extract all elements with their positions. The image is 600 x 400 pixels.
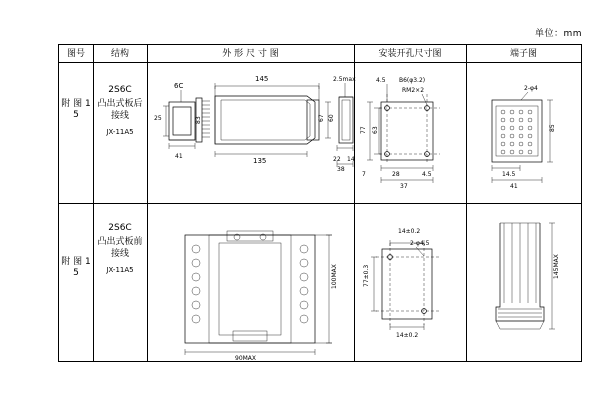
row2-outline-drawing <box>147 203 354 361</box>
svg-text:14±0.2: 14±0.2 <box>396 332 419 339</box>
svg-text:7: 7 <box>362 171 366 178</box>
svg-text:60: 60 <box>328 114 335 122</box>
spec-table <box>58 44 582 362</box>
svg-text:14±0.2: 14±0.2 <box>398 228 421 235</box>
header-cell-outline: 外 形 尺 寸 图 <box>222 49 279 59</box>
row2-structure-code: 2S6C <box>108 223 132 233</box>
svg-text:2-φ4: 2-φ4 <box>524 85 538 92</box>
svg-text:14.5: 14.5 <box>502 171 516 178</box>
svg-text:22: 22 <box>333 156 341 163</box>
svg-text:RM2×2: RM2×2 <box>402 87 425 94</box>
svg-text:2.5max: 2.5max <box>333 76 356 83</box>
svg-text:145: 145 <box>255 75 269 83</box>
svg-text:25: 25 <box>154 115 162 122</box>
row1-mounting-drawing <box>354 64 466 204</box>
svg-text:83: 83 <box>195 116 202 124</box>
row1-structure-sub: JX-11A5 <box>106 128 134 136</box>
row2-fig-no: 附 图 1 5 <box>61 257 91 278</box>
svg-text:135: 135 <box>253 157 267 165</box>
header-cell-structure: 结构 <box>110 49 129 59</box>
svg-text:37: 37 <box>400 183 408 190</box>
svg-text:100MAX: 100MAX <box>331 264 338 289</box>
svg-text:63: 63 <box>372 126 379 134</box>
svg-text:67: 67 <box>318 114 325 122</box>
row2-structure-sub: JX-11A5 <box>106 266 134 274</box>
svg-text:28: 28 <box>392 171 400 178</box>
svg-text:4.5: 4.5 <box>422 171 432 178</box>
row1-outline-drawing <box>147 64 354 204</box>
svg-text:77: 77 <box>360 126 367 134</box>
row1-structure-name: 凸出式板后接线 <box>97 99 143 121</box>
row1-terminal-drawing <box>466 64 581 204</box>
header-cell-mounting: 安装开孔尺寸图 <box>378 49 442 59</box>
header-cell-fig-no: 图号 <box>66 49 85 59</box>
row2-structure-name: 凸出式板前接线 <box>97 237 143 259</box>
row2-terminal-drawing <box>466 203 581 361</box>
svg-text:B6(φ3.2): B6(φ3.2) <box>399 77 426 84</box>
table-header <box>59 45 581 63</box>
svg-text:41: 41 <box>175 153 183 160</box>
svg-text:4.5: 4.5 <box>376 77 386 84</box>
row1-fig-no: 附 图 1 5 <box>61 99 91 120</box>
svg-text:41: 41 <box>510 183 518 190</box>
svg-text:145MAX: 145MAX <box>553 254 560 279</box>
svg-text:90MAX: 90MAX <box>235 355 257 362</box>
svg-text:38: 38 <box>337 166 345 173</box>
svg-text:85: 85 <box>549 124 556 132</box>
svg-text:2-φ4.5: 2-φ4.5 <box>410 240 430 247</box>
row2-mounting-drawing <box>354 203 466 361</box>
svg-text:6C: 6C <box>174 82 184 90</box>
svg-text:14: 14 <box>347 156 355 163</box>
row1-structure-code: 2S6C <box>108 85 132 95</box>
header-cell-terminal: 端子图 <box>509 49 537 59</box>
unit-note: 单位：mm <box>534 29 582 39</box>
svg-text:77±0.3: 77±0.3 <box>363 264 370 287</box>
